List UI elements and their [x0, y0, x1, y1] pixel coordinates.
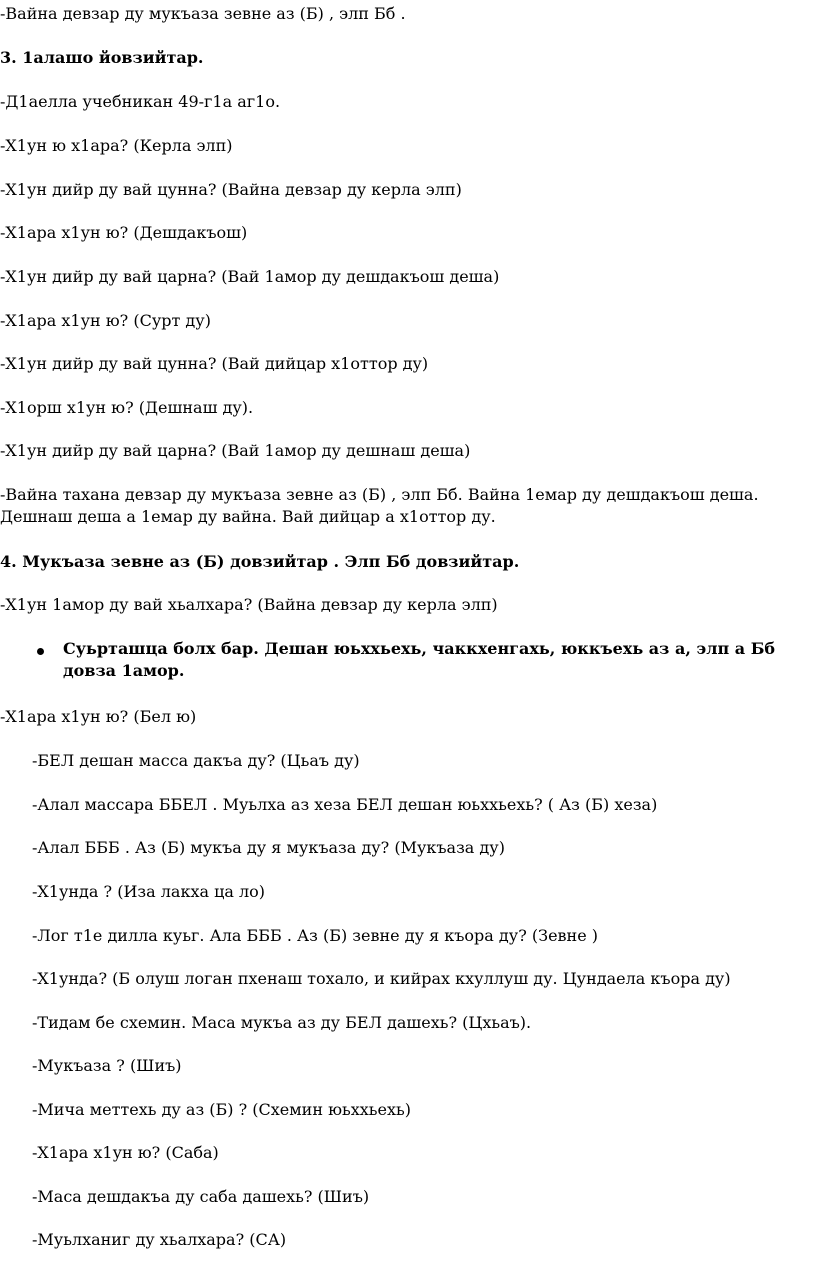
- text-line: -Х1ун ю х1ара? (Керла элп): [0, 136, 233, 155]
- text-line: -Мича меттехь ду аз (Б) ? (Схемин юьххьехь): [32, 1100, 411, 1119]
- text-line: -Х1ара х1ун ю? (Сурт ду): [0, 311, 211, 330]
- text-line: -Маса дешдакъа ду саба дашехь? (Шиъ): [32, 1187, 370, 1206]
- bullet-text: Суьрташца болх бар. Дешан юьххьехь, чаккхенгахь, юккъехь аз а, элп а Бб довза 1амор.: [63, 639, 776, 680]
- text-line: -Х1ун дийр ду вай царна? (Вай 1амор ду дешнаш деша): [0, 441, 471, 460]
- text-line: -Алал БББ . Аз (Б) мукъа ду я мукъаза ду? (Мукъаза ду): [32, 838, 505, 857]
- text-line: -Мукъаза ? (Шиъ): [32, 1056, 182, 1075]
- text-line: -Х1унда ? (Иза лакха ца ло): [32, 882, 266, 901]
- text-line: -Вайна девзар ду мукъаза зевне аз (Б) , элп Бб .: [0, 4, 406, 23]
- text-line: -Х1орш х1ун ю? (Дешнаш ду).: [0, 398, 254, 417]
- text-line: -Тидам бе схемин. Маса мукъа аз ду БЕЛ дашехь? (Цхьаъ).: [32, 1013, 532, 1032]
- text-line: -Х1ун дийр ду вай царна? (Вай 1амор ду дешдакъош деша): [0, 267, 500, 286]
- text-line: -Х1унда? (Б олуш логан пхенаш тохало, и кийрах кхуллуш ду. Цундаела къора ду): [32, 969, 731, 988]
- text-line: -Х1ара х1ун ю? (Бел ю): [0, 707, 197, 726]
- text-line: -Д1аелла учебникан 49-г1а аг1о.: [0, 92, 281, 111]
- text-line: -Алал массара ББЕЛ . Муьлха аз хеза БЕЛ дешан юьххьехь? ( Аз (Б) хеза): [32, 795, 658, 814]
- text-line: -Муьлханиг ду хьалхара? (СА): [32, 1230, 287, 1249]
- text-line: -Х1ун 1амор ду вай хьалхара? (Вайна девзар ду керла элп): [0, 595, 498, 614]
- bullet-icon: [37, 648, 44, 655]
- text-paragraph: -Вайна тахана девзар ду мукъаза зевне аз (Б) , элп Бб. Вайна 1емар ду дешдакъош деша. Дешнаш деша а 1емар ду вайна. Вай дийцар а х1оттор ду.: [0, 485, 759, 526]
- text-line: -Х1ун дийр ду вай цунна? (Вай дийцар х1оттор ду): [0, 354, 429, 373]
- section-heading: 4. Мукъаза зевне аз (Б) довзийтар . Элп Бб довзийтар.: [0, 552, 520, 571]
- text-line: -Х1ара х1ун ю? (Саба): [32, 1143, 219, 1162]
- text-line: -БЕЛ дешан масса дакъа ду? (Цьаъ ду): [32, 751, 360, 770]
- section-heading: 3. 1алашо йовзийтар.: [0, 48, 204, 67]
- text-line: -Лог т1е дилла куьг. Ала БББ . Аз (Б) зевне ду я къора ду? (Зевне ): [32, 926, 598, 945]
- text-line: -Х1ара х1ун ю? (Дешдакъош): [0, 223, 248, 242]
- text-line: -Х1ун дийр ду вай цунна? (Вайна девзар ду керла элп): [0, 180, 462, 199]
